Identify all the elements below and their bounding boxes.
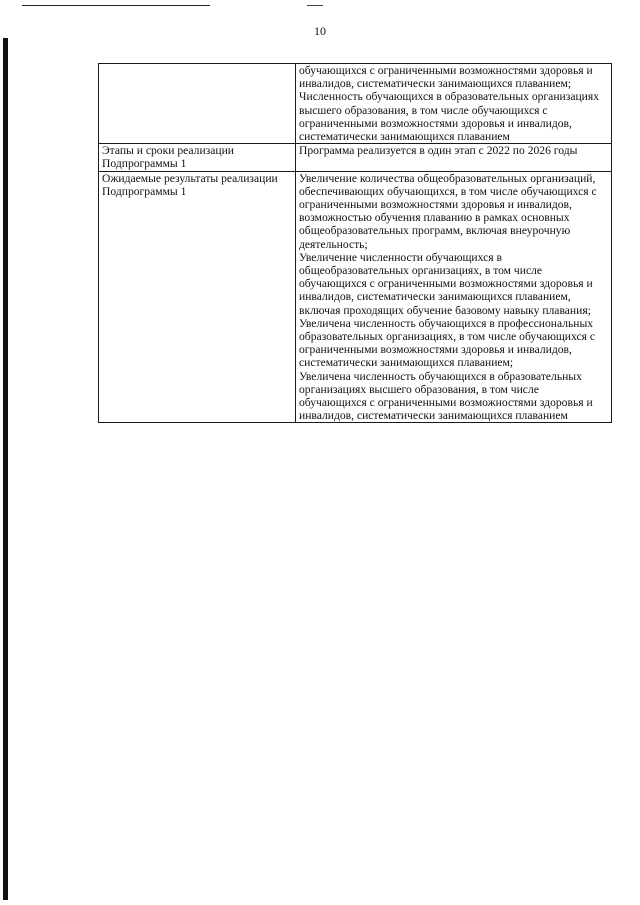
row-content-cell [296,144,612,171]
content-paragraph: Увеличена численность обучающихся в профессиональных образовательных организациях, в том числе обучающихся с ограниченными возможностями здоровья и инвалидов, систематически занимающихся плаванием; [299,316,595,370]
content-paragraph: обучающихся с ограниченными возможностями здоровья и инвалидов, систематически занимающихся плаванием; [299,64,593,91]
table-row [99,171,612,423]
row-content-cell [296,64,612,144]
content-paragraph: Программа реализуется в один этап с 2022 по 2026 годы [299,144,578,158]
subprogram-passport-table [98,63,612,423]
page-number: 10 [314,24,326,38]
content-paragraph: Увеличение численности обучающихся в общеобразовательных организациях, в том числе обучающихся с ограниченными возможностями здоровья и инвалидов, систематически занимающихся плаванием, включая проходящих обучение базовому навыку плавания; [299,250,593,317]
content-paragraph: Численность обучающихся в образовательных организациях высшего образования, в том числе обучающихся с ограниченными возможностями здоровья и инвалидов, систематически занимающихся плаванием [299,90,599,144]
top-mark [307,5,323,6]
content-paragraph: Увеличение количества общеобразовательных организаций, обеспечивающих обучающихся, в том числе обучающихся с ограниченными возможностями здоровья и инвалидов, возможностью обучения плаванию в рамках основных общеобразовательных программ, включая внеурочную деятельность; [299,171,597,251]
row-label-cell: Этапы и сроки реализации Подпрограммы 1 [99,144,296,171]
content-paragraph: Увеличена численность обучающихся в образовательных организациях высшего образования, в том числе обучающихся с ограниченными возможностями здоровья и инвалидов, систематически занимающихся плаванием [299,369,593,423]
table-row [99,64,612,144]
table-row [99,144,612,171]
top-rule [22,5,210,6]
row-content-cell [296,171,612,423]
row-label-cell: Ожидаемые результаты реализации Подпрограммы 1 [99,171,296,423]
scan-edge-bar [3,38,8,900]
row-label-cell [99,64,296,144]
